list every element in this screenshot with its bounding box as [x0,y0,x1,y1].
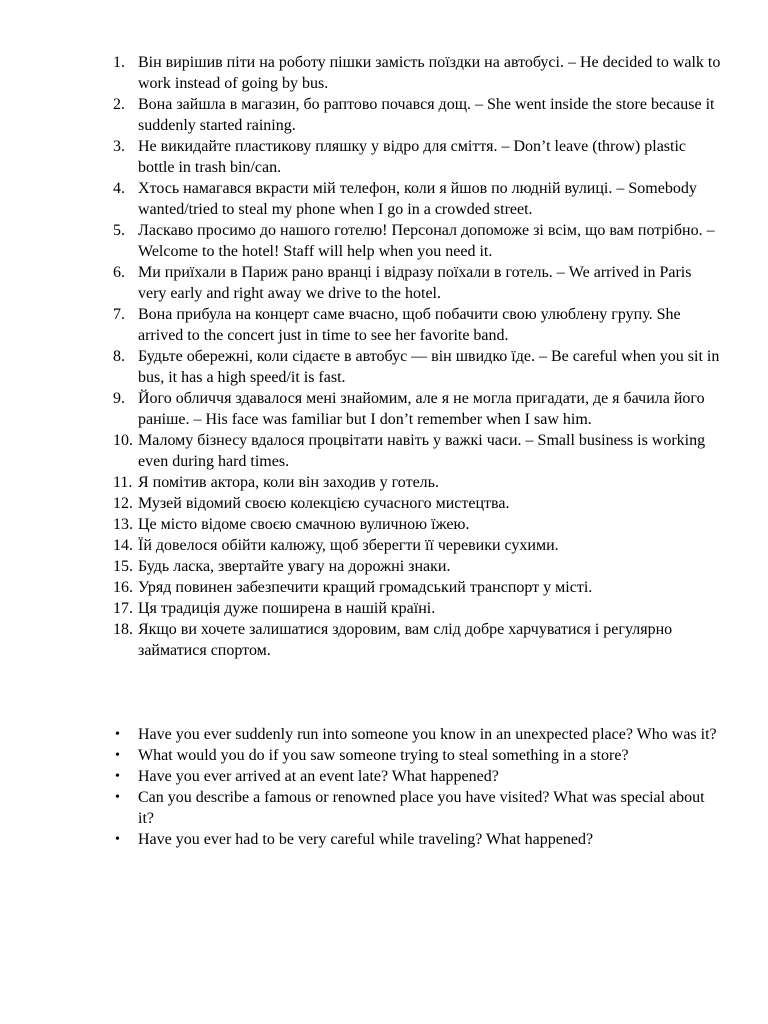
bullet-item-text: Have you ever suddenly run into someone you know in an unexpected place? Who was it? [138,726,717,743]
list-item-text: Я помітив актора, коли він заходив у готель. [138,474,439,491]
list-item-text: Ласкаво просимо до нашого готелю! Персонал допоможе зі всім, що вам потрібно. – Welcome to the hotel! Staff will help when you need it. [138,222,715,260]
list-item-text: Їй довелося обійти калюжу, щоб зберегти її черевики сухими. [138,537,559,554]
bullet-item [113,745,723,766]
bullet-item-text: Have you ever arrived at an event late? What happened? [138,768,499,785]
list-item-number: 18. [113,621,133,638]
list-item [113,472,723,493]
list-item-text: Будь ласка, звертайте увагу на дорожні знаки. [138,558,451,575]
list-item-number: 1. [113,54,125,71]
bullet-item [113,766,723,787]
list-item [113,577,723,598]
list-item-number: 6. [113,264,125,281]
bullet-list [113,724,723,850]
list-item [113,556,723,577]
list-item-text: Ми приїхали в Париж рано вранці і відразу поїхали в готель. – We arrived in Paris very early and right away we drive to the hotel. [138,264,692,302]
list-item [113,220,723,262]
bullet-icon: • [115,727,120,742]
list-item [113,619,723,661]
list-item [113,346,723,388]
bullet-item-text: Have you ever had to be very careful while traveling? What happened? [138,831,594,848]
bullet-icon: • [115,769,120,784]
bullet-icon: • [115,748,120,763]
list-item-text: Не викидайте пластикову пляшку у відро для сміття. – Don’t leave (throw) plastic bottle in trash bin/can. [138,138,687,176]
list-item [113,388,723,430]
list-item-text: Ця традиція дуже поширена в нашій країні. [138,600,436,617]
list-item-text: Якщо ви хочете залишатися здоровим, вам слід добре харчуватися і регулярно займатися спортом. [138,621,673,659]
list-item-number: 2. [113,96,125,113]
list-item [113,52,723,94]
list-item-number: 12. [113,495,133,512]
list-item-text: Будьте обережні, коли сідаєте в автобус — він швидко їде. – Be careful when you sit in bus, it has a high speed/it is fast. [138,348,720,386]
list-item [113,178,723,220]
list-item-text: Музей відомий своєю колекцією сучасного мистецтва. [138,495,510,512]
bullet-icon: • [115,832,120,847]
bullet-item [113,829,723,850]
list-item [113,262,723,304]
list-item [113,430,723,472]
list-item-number: 9. [113,390,125,407]
list-item-number: 17. [113,600,133,617]
list-item-text: Уряд повинен забезпечити кращий громадський транспорт у місті. [138,579,593,596]
list-item-text: Він вирішив піти на роботу пішки замість поїздки на автобусі. – He decided to walk to work instead of going by bus. [138,54,721,92]
numbered-list [113,52,723,661]
list-item-number: 13. [113,516,133,533]
list-item-number: 16. [113,579,133,596]
list-item-number: 15. [113,558,133,575]
list-item [113,94,723,136]
list-item-text: Вона зайшла в магазин, бо раптово почався дощ. – She went inside the store because it suddenly started raining. [138,96,715,134]
bullet-item [113,724,723,745]
list-item-text: Малому бізнесу вдалося процвітати навіть у важкі часи. – Small business is working even during hard times. [138,432,706,470]
bullet-icon: • [115,790,120,805]
list-item [113,598,723,619]
list-item-text: Його обличчя здавалося мені знайомим, але я не могла пригадати, де я бачила його раніше. – His face was familiar but I don’t remember when I saw him. [138,390,705,428]
list-item-number: 5. [113,222,125,239]
list-item-number: 4. [113,180,125,197]
list-item-text: Хтось намагався вкрасти мій телефон, коли я йшов по людній вулиці. – Somebody wanted/tried to steal my phone when I go in a crowded street. [138,180,697,218]
list-item [113,535,723,556]
bullet-item [113,787,723,829]
bullet-item-text: Can you describe a famous or renowned place you have visited? What was special about it? [138,789,705,827]
list-item-number: 11. [113,474,133,491]
list-item-number: 3. [113,138,125,155]
list-item-text: Це місто відоме своєю смачною вуличною їжею. [138,516,470,533]
list-item [113,514,723,535]
list-item-number: 7. [113,306,125,323]
list-item-number: 14. [113,537,133,554]
list-item-number: 8. [113,348,125,365]
list-item-text: Вона прибула на концерт саме вчасно, щоб побачити свою улюблену групу. She arrived to the concert just in time to see her favorite band. [138,306,681,344]
list-item-number: 10. [113,432,133,449]
bullet-item-text: What would you do if you saw someone trying to steal something in a store? [138,747,629,764]
list-item [113,493,723,514]
list-item [113,136,723,178]
list-item [113,304,723,346]
